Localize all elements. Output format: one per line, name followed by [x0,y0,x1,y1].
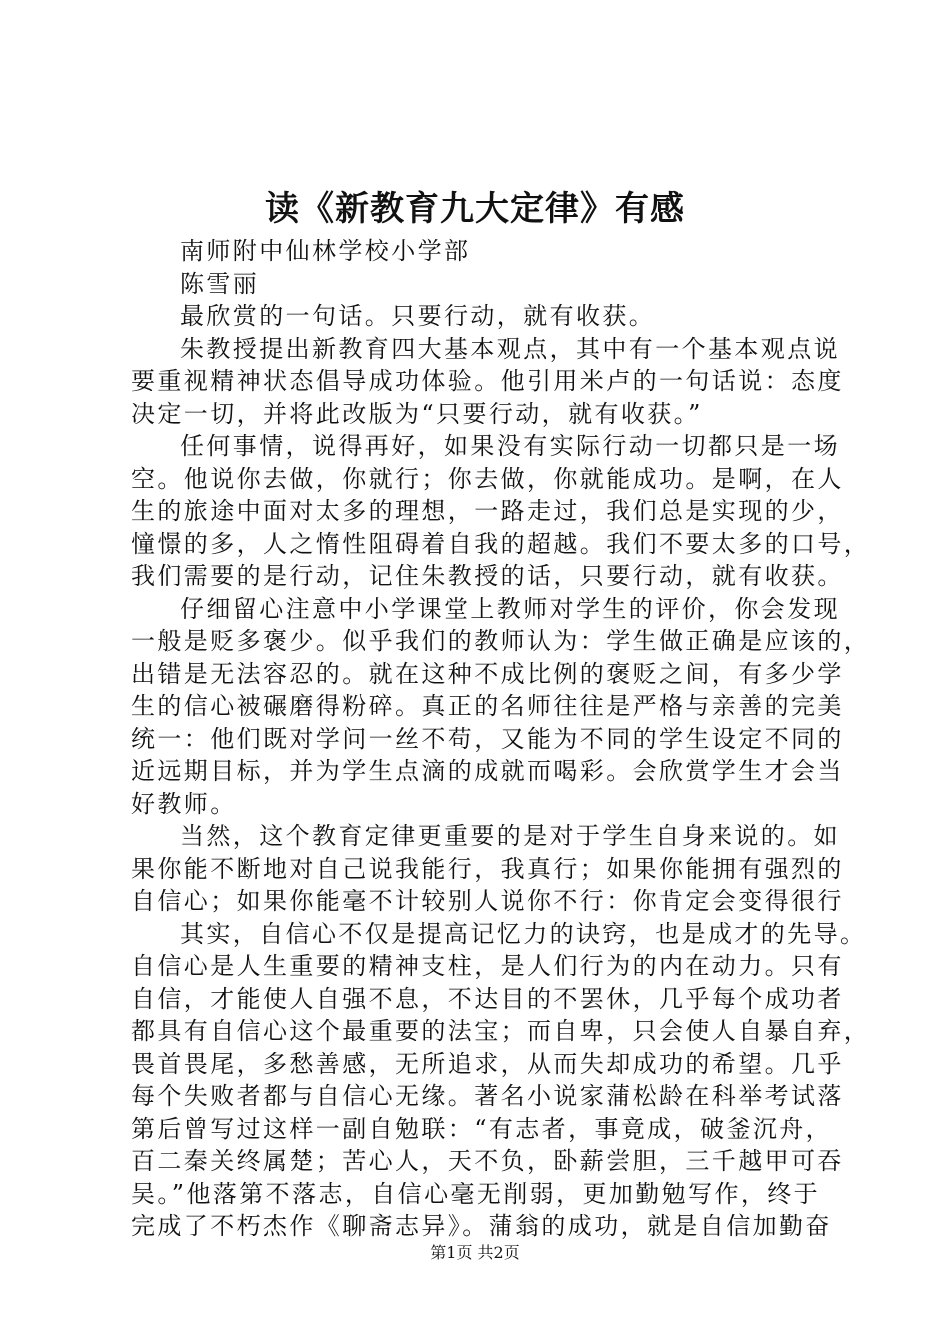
text-line: 决定一切，并将此改版为“只要行动，就有收获。” [131,399,703,428]
document-title: 读《新教育九大定律》有感 [265,189,685,229]
text-line: 完成了不朽杰作《聊斋志异》。蒲翁的成功，就是自信加勤奋 [131,1212,832,1240]
text-line: 百二秦关终属楚；苦心人，天不负，卧薪尝胆，三千越甲可吞 [131,1147,844,1175]
text-line: 近远期目标，并为学生点滴的成就而喝彩。会欣赏学生才会当 [131,757,844,785]
text-line: 空。他说你去做，你就行；你去做，你就能成功。是啊，在人 [131,464,844,493]
page-footer: 第1页 共2页 [430,1243,520,1262]
text-line: 要重视精神状态倡导成功体验。他引用米卢的一句话说：态度 [131,367,844,395]
text-line: 朱教授提出新教育四大基本观点，其中有一个基本观点说 [180,334,840,363]
text-line: 吴。”他落第不落志，自信心毫无削弱，更加勤勉写作，终于 [131,1179,821,1208]
text-line: 仔细留心注意中小学课堂上教师对学生的评价，你会发现 [180,594,840,623]
text-line: 我们需要的是行动，记住朱教授的话，只要行动，就有收获。 [131,562,844,590]
text-line: 其实，自信心不仅是提高记忆力的诀窍，也是成才的先导。 [180,919,867,948]
text-line: 都具有自信心这个最重要的法宝；而自卑，只会使人自暴自弃， [131,1017,871,1045]
text-line: 生的信心被碾磨得粉碎。真正的名师往往是严格与亲善的完美 [131,692,844,720]
text-line: 好教师。 [131,789,237,818]
text-line: 自信，才能使人自强不息，不达目的不罢休，几乎每个成功者 [131,984,844,1013]
text-line: 陈雪丽 [180,269,260,298]
text-line: 当然，这个教育定律更重要的是对于学生自身来说的。如 [180,822,840,850]
text-line: 统一：他们既对学问一丝不苟，又能为不同的学生设定不同的 [131,724,844,753]
text-line: 憧憬的多，人之惰性阻碍着自我的超越。我们不要太多的口号， [131,529,871,558]
text-line: 每个失败者都与自信心无缘。著名小说家蒲松龄在科举考试落 [131,1082,844,1110]
document-body [131,235,871,1243]
text-line: 出错是无法容忍的。就在这种不成比例的褒贬之间，有多少学 [131,659,844,688]
text-line: 自信心是人生重要的精神支柱，是人们行为的内在动力。只有 [131,952,844,980]
text-line: 南师附中仙林学校小学部 [180,237,471,265]
text-line: 生的旅途中面对太多的理想，一路走过，我们总是实现的少， [131,497,844,525]
text-line: 自信心；如果你能毫不计较别人说你不行：你肯定会变得很行 [131,887,844,915]
text-line: 最欣赏的一句话。只要行动，就有收获。 [180,302,656,330]
text-line: 畏首畏尾，多愁善感，无所追求，从而失却成功的希望。几乎 [131,1049,844,1078]
text-line: 果你能不断地对自己说我能行，我真行；如果你能拥有强烈的 [131,854,844,883]
text-line: 一般是贬多褒少。似乎我们的教师认为：学生做正确是应该的， [131,627,871,655]
text-line: 任何事情，说得再好，如果没有实际行动一切都只是一场 [180,432,840,460]
text-line: 第后曾写过这样一副自勉联：“有志者，事竟成，破釜沉舟， [131,1114,833,1143]
